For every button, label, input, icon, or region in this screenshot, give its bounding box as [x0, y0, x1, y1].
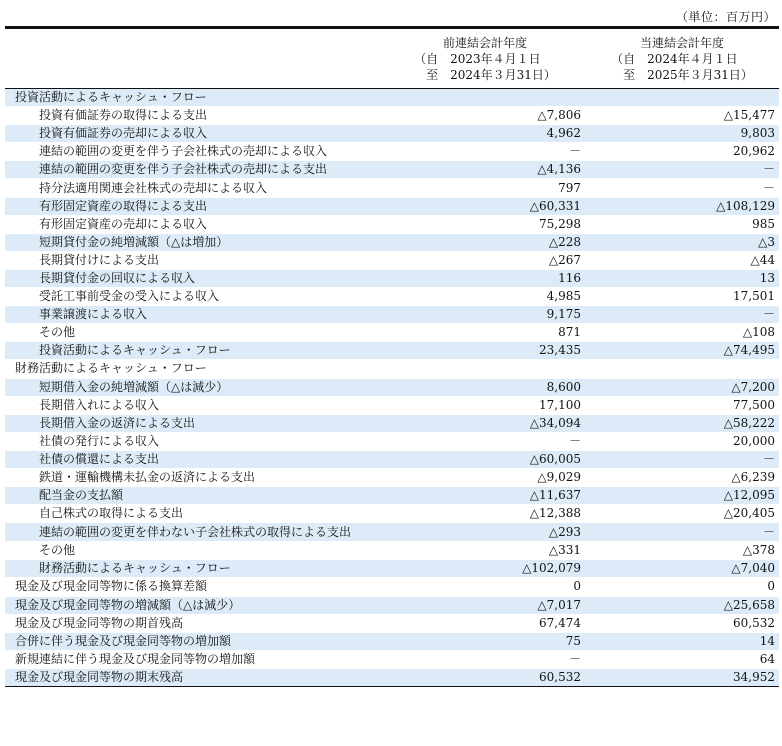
table-row — [5, 360, 779, 378]
header-prev-from: （自 2023年４月１日 — [414, 52, 541, 66]
curr-value: 20,962 — [585, 143, 779, 161]
curr-value: 60,532 — [585, 614, 779, 632]
prev-value: △7,017 — [385, 596, 585, 614]
row-label: 現金及び現金同等物の期首残高 — [5, 614, 385, 632]
curr-value: △7,040 — [585, 560, 779, 578]
row-label: 現金及び現金同等物の増減額（△は減少） — [5, 596, 385, 614]
curr-value: 0 — [585, 578, 779, 596]
prev-value: △228 — [385, 233, 585, 251]
row-label: 合併に伴う現金及び現金同等物の増加額 — [5, 632, 385, 650]
header-curr-period — [585, 28, 779, 89]
curr-value: △44 — [585, 251, 779, 269]
prev-value: － — [385, 650, 585, 668]
table-row — [5, 560, 779, 578]
prev-value: 0 — [385, 578, 585, 596]
prev-value: △293 — [385, 523, 585, 542]
table-row — [5, 215, 779, 233]
curr-value: 14 — [585, 632, 779, 650]
row-label: 現金及び現金同等物に係る換算差額 — [5, 578, 385, 596]
header-curr-title: 当連結会計年度 — [639, 36, 724, 50]
curr-value: － — [585, 306, 779, 324]
table-row — [5, 542, 779, 560]
prev-value: △12,388 — [385, 505, 585, 523]
row-label: 投資活動によるキャッシュ・フロー — [5, 89, 385, 107]
curr-value: △378 — [585, 542, 779, 560]
cash-flow-table — [5, 26, 779, 687]
table-row — [5, 269, 779, 287]
table-row — [5, 288, 779, 306]
row-label: 事業譲渡による収入 — [5, 306, 385, 324]
table-row — [5, 450, 779, 468]
curr-value — [585, 360, 779, 378]
table-row — [5, 668, 779, 686]
curr-value: △12,095 — [585, 487, 779, 505]
prev-value: 4,962 — [385, 125, 585, 143]
prev-value: 116 — [385, 269, 585, 287]
row-label: 新規連結に伴う現金及び現金同等物の増加額 — [5, 650, 385, 668]
row-label: 長期貸付けによる支出 — [5, 251, 385, 269]
table-row — [5, 578, 779, 596]
table-row — [5, 107, 779, 125]
row-label: 投資活動によるキャッシュ・フロー — [5, 342, 385, 360]
row-label: 投資有価証券の取得による支出 — [5, 107, 385, 125]
row-label: 長期借入れによる収入 — [5, 396, 385, 414]
header-row — [5, 28, 779, 89]
curr-value: △58,222 — [585, 414, 779, 432]
prev-value: △60,005 — [385, 450, 585, 468]
header-prev-to: 至 2024年３月31日） — [426, 68, 556, 82]
table-row — [5, 324, 779, 342]
row-label: 現金及び現金同等物の期末残高 — [5, 668, 385, 686]
table-row — [5, 468, 779, 486]
curr-value: 13 — [585, 269, 779, 287]
prev-value: 23,435 — [385, 342, 585, 360]
table-row — [5, 161, 779, 179]
curr-value: － — [585, 450, 779, 468]
curr-value: 9,803 — [585, 125, 779, 143]
row-label: 鉄道・運輸機構未払金の返済による支出 — [5, 468, 385, 486]
curr-value: △20,405 — [585, 505, 779, 523]
prev-value: △331 — [385, 542, 585, 560]
row-label: 持分法適用関連会社株式の売却による収入 — [5, 179, 385, 197]
prev-value: △9,029 — [385, 468, 585, 486]
table-row — [5, 596, 779, 614]
table-row — [5, 233, 779, 251]
prev-value: 4,985 — [385, 288, 585, 306]
row-label: 短期借入金の純増減額（△は減少） — [5, 378, 385, 396]
prev-value: △60,331 — [385, 197, 585, 215]
prev-value: 67,474 — [385, 614, 585, 632]
row-label: 連結の範囲の変更を伴う子会社株式の売却による支出 — [5, 161, 385, 179]
curr-value: － — [585, 179, 779, 197]
curr-value: △74,495 — [585, 342, 779, 360]
curr-value: △3 — [585, 233, 779, 251]
table-row — [5, 89, 779, 107]
table-row — [5, 197, 779, 215]
curr-value: 77,500 — [585, 396, 779, 414]
prev-value — [385, 360, 585, 378]
curr-value: 34,952 — [585, 668, 779, 686]
prev-value: △11,637 — [385, 487, 585, 505]
table-row — [5, 505, 779, 523]
row-label: 連結の範囲の変更を伴う子会社株式の売却による収入 — [5, 143, 385, 161]
table-row — [5, 251, 779, 269]
table-row — [5, 632, 779, 650]
row-label: 有形固定資産の取得による支出 — [5, 197, 385, 215]
table-row — [5, 650, 779, 668]
curr-value: △7,200 — [585, 378, 779, 396]
curr-value: 17,501 — [585, 288, 779, 306]
prev-value: 75,298 — [385, 215, 585, 233]
curr-value: 20,000 — [585, 432, 779, 450]
header-blank — [5, 28, 385, 89]
prev-value: － — [385, 143, 585, 161]
row-label: その他 — [5, 324, 385, 342]
table-row — [5, 143, 779, 161]
row-label: 財務活動によるキャッシュ・フロー — [5, 360, 385, 378]
table-row — [5, 487, 779, 505]
prev-value: 75 — [385, 632, 585, 650]
table-body — [5, 89, 779, 687]
row-label: 長期貸付金の回収による収入 — [5, 269, 385, 287]
prev-value: 17,100 — [385, 396, 585, 414]
row-label: その他 — [5, 542, 385, 560]
header-prev-title: 前連結会計年度 — [442, 36, 527, 50]
curr-value: 64 — [585, 650, 779, 668]
row-label: 受託工事前受金の受入による収入 — [5, 288, 385, 306]
table-row — [5, 432, 779, 450]
table-row — [5, 306, 779, 324]
header-curr-to: 至 2025年３月31日） — [623, 68, 753, 82]
curr-value: － — [585, 161, 779, 179]
row-label: 長期借入金の返済による支出 — [5, 414, 385, 432]
prev-value: △34,094 — [385, 414, 585, 432]
curr-value: △108,129 — [585, 197, 779, 215]
header-curr-from: （自 2024年４月１日 — [611, 52, 738, 66]
prev-value: 60,532 — [385, 668, 585, 686]
row-label: 社債の発行による収入 — [5, 432, 385, 450]
prev-value: △4,136 — [385, 161, 585, 179]
header-prev-period — [385, 28, 585, 89]
curr-value — [585, 89, 779, 107]
row-label: 短期貸付金の純増減額（△は増加） — [5, 233, 385, 251]
prev-value: 9,175 — [385, 306, 585, 324]
row-label: 自己株式の取得による支出 — [5, 505, 385, 523]
prev-value — [385, 89, 585, 107]
table-row — [5, 179, 779, 197]
curr-value: － — [585, 523, 779, 542]
curr-value: △6,239 — [585, 468, 779, 486]
row-label: 投資有価証券の売却による収入 — [5, 125, 385, 143]
table-row — [5, 342, 779, 360]
prev-value: 871 — [385, 324, 585, 342]
curr-value: △25,658 — [585, 596, 779, 614]
curr-value: △108 — [585, 324, 779, 342]
curr-value: △15,477 — [585, 107, 779, 125]
row-label: 財務活動によるキャッシュ・フロー — [5, 560, 385, 578]
table-row — [5, 396, 779, 414]
prev-value: － — [385, 432, 585, 450]
curr-value: 985 — [585, 215, 779, 233]
prev-value: △267 — [385, 251, 585, 269]
table-row — [5, 414, 779, 432]
table-row — [5, 614, 779, 632]
prev-value: △7,806 — [385, 107, 585, 125]
row-label: 有形固定資産の売却による収入 — [5, 215, 385, 233]
table-row — [5, 125, 779, 143]
row-label: 配当金の支払額 — [5, 487, 385, 505]
prev-value: 8,600 — [385, 378, 585, 396]
prev-value: △102,079 — [385, 560, 585, 578]
row-label: 社債の償還による支出 — [5, 450, 385, 468]
unit-label: （単位：百万円） — [675, 10, 776, 24]
table-row — [5, 523, 779, 542]
table-row — [5, 378, 779, 396]
row-label: 連結の範囲の変更を伴わない子会社株式の取得による支出 — [5, 523, 385, 542]
prev-value: 797 — [385, 179, 585, 197]
